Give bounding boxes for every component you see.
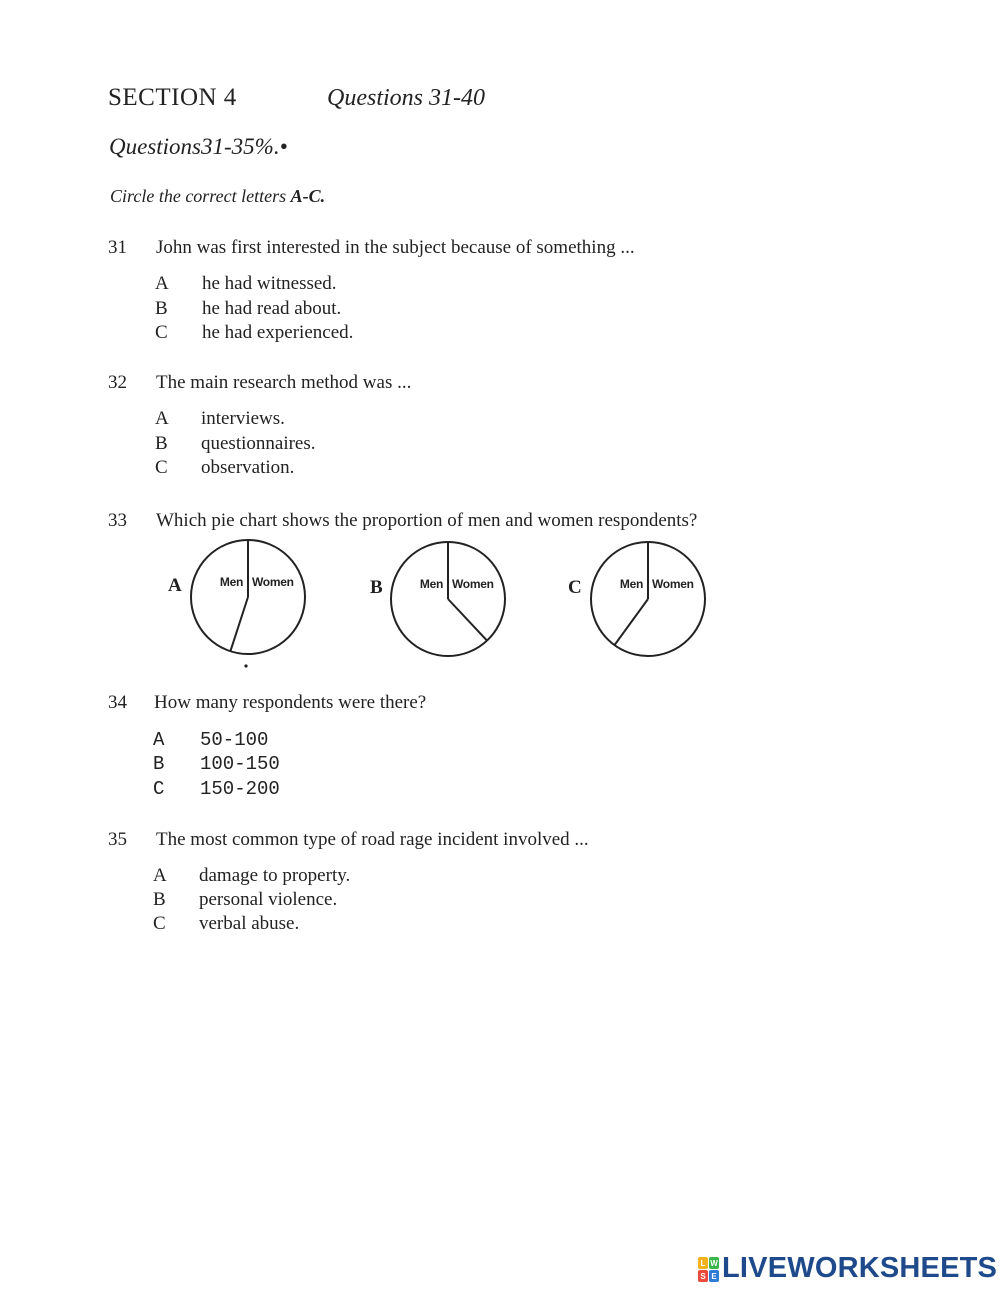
question-text: Which pie chart shows the proportion of men and women respondents?: [156, 510, 698, 531]
pie-label-women: Women: [652, 577, 694, 591]
question-text: John was first interested in the subject because of something ...: [156, 237, 635, 258]
option-text[interactable]: 150-200: [200, 778, 280, 800]
question-number: 32: [108, 372, 127, 393]
option-text[interactable]: questionnaires.: [201, 433, 316, 454]
option-letter[interactable]: A: [155, 408, 169, 429]
pie-label-women: Women: [252, 575, 294, 589]
option-letter[interactable]: C: [153, 778, 165, 800]
pie-divider-split: [448, 599, 487, 641]
option-text[interactable]: interviews.: [201, 408, 285, 429]
sub-title: Questions31-35%.•: [109, 134, 288, 159]
question-text: The main research method was ...: [156, 372, 412, 393]
questions-range: Questions 31-40: [327, 85, 485, 111]
option-letter[interactable]: B: [155, 433, 168, 454]
option-letter[interactable]: A: [155, 273, 169, 294]
instruction-letters: A-C.: [290, 186, 326, 206]
brand-name: LIVEWORKSHEETS: [722, 1252, 998, 1284]
option-text[interactable]: 100-150: [200, 753, 280, 775]
option-text[interactable]: verbal abuse.: [199, 913, 300, 934]
option-letter[interactable]: A: [153, 729, 165, 751]
question-number: 34: [108, 692, 127, 713]
pie-label-men: Men: [219, 575, 243, 589]
pie-label-women: Women: [452, 577, 494, 591]
logo-icon: [698, 1257, 720, 1283]
option-text[interactable]: he had experienced.: [202, 322, 354, 343]
logo-letter: W: [710, 1259, 718, 1268]
option-text[interactable]: he had read about.: [202, 298, 342, 319]
question-number: 35: [108, 829, 127, 850]
pie-chart-letter: A: [168, 575, 182, 596]
option-letter[interactable]: B: [153, 889, 166, 910]
option-text[interactable]: damage to property.: [199, 865, 351, 886]
option-text[interactable]: personal violence.: [199, 889, 338, 910]
option-text[interactable]: he had witnessed.: [202, 273, 337, 294]
option-letter[interactable]: A: [153, 865, 167, 886]
question-number: 33: [108, 510, 127, 531]
pie-chart-letter: B: [370, 577, 383, 598]
liveworksheets-logo: [698, 1257, 720, 1283]
question-number: 31: [108, 237, 127, 258]
question-text: How many respondents were there?: [154, 692, 427, 713]
option-text[interactable]: 50-100: [200, 729, 269, 751]
option-letter[interactable]: C: [155, 457, 168, 478]
question-text: The most common type of road rage incident involved ...: [156, 829, 589, 850]
stray-dot: [244, 664, 247, 667]
option-letter[interactable]: C: [153, 913, 166, 934]
logo-letter: S: [700, 1272, 706, 1281]
option-text[interactable]: observation.: [201, 457, 295, 478]
pie-divider-split: [615, 599, 649, 645]
option-letter[interactable]: B: [155, 298, 168, 319]
option-letter[interactable]: B: [153, 753, 165, 775]
option-letter[interactable]: C: [155, 322, 168, 343]
instruction-text: Circle the correct letters: [110, 186, 291, 206]
pie-label-men: Men: [619, 577, 643, 591]
section-title: SECTION 4: [108, 84, 237, 111]
pie-label-men: Men: [419, 577, 443, 591]
pie-chart-letter: C: [568, 577, 582, 598]
logo-letter: L: [700, 1259, 706, 1268]
instruction: [110, 186, 325, 207]
pie-divider-split: [230, 597, 248, 651]
logo-letter: E: [711, 1272, 717, 1281]
pie-charts: [160, 535, 720, 675]
